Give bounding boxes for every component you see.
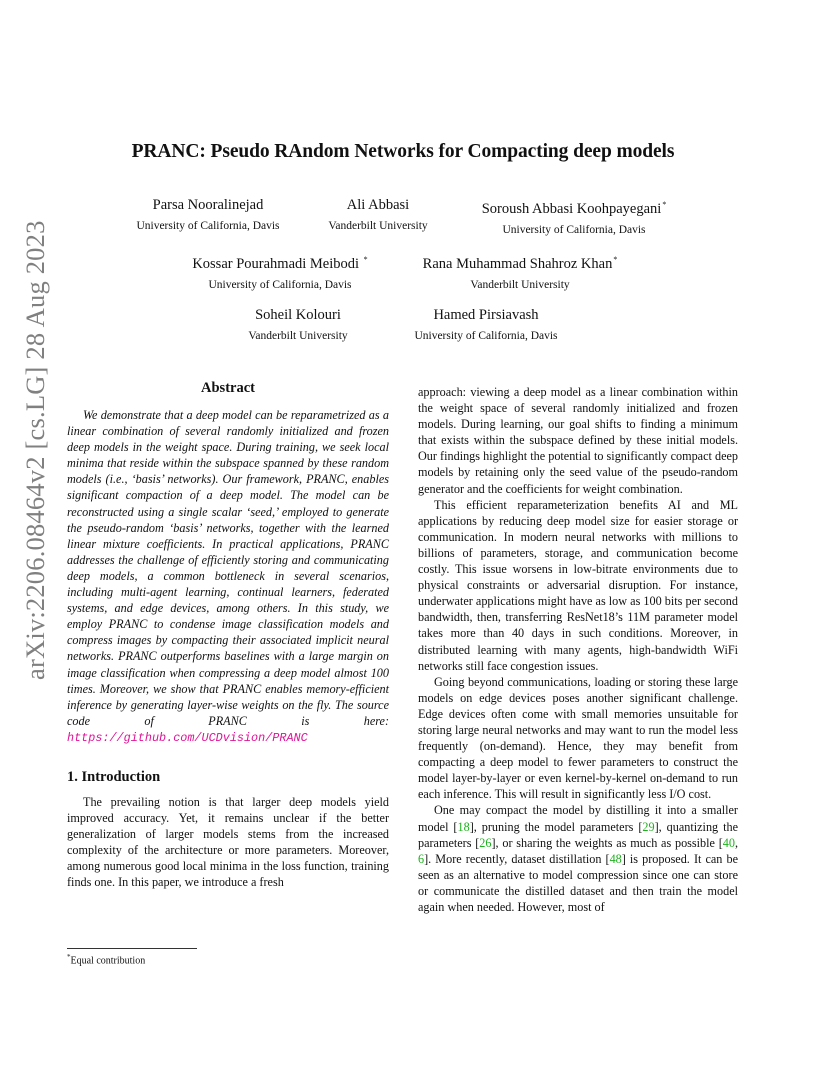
author-name: Soheil Kolouri	[255, 307, 341, 323]
author-name: Hamed Pirsiavash	[433, 307, 539, 323]
section-heading-introduction: 1. Introduction	[67, 768, 161, 785]
citation-link[interactable]: 48	[609, 851, 622, 866]
body-paragraph: This efficient reparameterization benefits AI and ML applications by reducing deep model size for easier storage or communication. In modern neural networks with millions to billions of parameters, storage, and communication become costly. This issue worsens in low-bitrate environments due to physical constraints or adversarial disruption. For instance, underwater applications might have as low as 100 bits per second bandwidth, then, transferring ResNet18’s 11M parameter model takes more than 40 days in such conditions. Moreover, in distributed learning with many agents, high-bandwidth WiFi networks still face congestion issues.	[418, 497, 738, 673]
author-name: Parsa Nooralinejad	[152, 197, 264, 213]
author-affiliation: University of California, Davis	[136, 220, 280, 232]
author-block	[468, 196, 680, 238]
footnote-divider	[67, 948, 197, 949]
body-paragraph: approach: viewing a deep model as a linear combination within the weight space of several randomly initialized and frozen models. During learning, our goal shifts to finding a minimum that exists within the subspace defined by these initial models. Our findings highlight the potential to significantly compact deep models by retaining only the seed value of the pseudo-random generator and the coefficients for weight combination.	[418, 385, 738, 496]
author-name: Ali Abbasi	[346, 197, 410, 213]
equal-contribution-mark: *	[363, 255, 368, 264]
author-name: Kossar Pourahmadi Meibodi *	[192, 255, 368, 272]
author-affiliation: Vanderbilt University	[248, 330, 348, 342]
citation-link[interactable]: 40	[722, 835, 735, 850]
author-block	[322, 196, 434, 234]
citation-link[interactable]: 6	[418, 851, 425, 866]
author-block	[408, 251, 632, 293]
footnote-text: Equal contribution	[70, 955, 146, 967]
author-name: Soroush Abbasi Koohpayegani*	[481, 200, 667, 217]
abstract-text: We demonstrate that a deep model can be reparametrized as a linear combination of several randomly initialized and frozen deep models in the weight space. During training, we seek local minima that reside within the subspace spanned by these random models (i.e., ‘basis’ networks). Our framework, PRANC, enables significant compaction of a deep model. The model can be reconstructed using a single scalar ‘seed,’ employed to generate the pseudo-random ‘basis’ networks, together with the learned linear mixture coefficients. In practical applications, PRANC addresses the challenge of efficiently storing and communicating deep models, a common bottleneck in several scenarios, including multi-agent learning, continual learners, federated systems, and edge devices, among others. In this study, we employ PRANC to condense image classification models and compress images by compacting their associated implicit neural networks. PRANC outperforms baselines with a large margin on image classification when compressing a deep model almost 100 times. Moreover, we show that PRANC enables memory-efficient inference by generating layer-wise weights on the fly. The source code of PRANC is here: https://github.com/UCDvision/PRANC	[67, 408, 389, 745]
paper-title: PRANC: Pseudo RAndom Networks for Compacting deep models	[131, 141, 675, 162]
arxiv-identifier: arXiv:2206.08464v2 [cs.LG] 28 Aug 2023	[20, 220, 50, 680]
citation-link[interactable]: 26	[479, 835, 492, 850]
right-column	[418, 384, 738, 915]
body-paragraph: One may compact the model by distilling it into a smaller model [18], pruning the model parameters [29], quantizing the parameters [26], or sharing the weights as much as possible [40, 6]. More recently, dataset distillation [48] is proposed. It can be seen as an alternative to model compression since one can store or communicate the distilled dataset and then train the model again when needed. However, most of	[418, 803, 738, 914]
author-block	[180, 251, 380, 293]
author-affiliation: Vanderbilt University	[470, 278, 570, 291]
footnote	[67, 951, 145, 967]
citation-link[interactable]: 29	[642, 819, 655, 834]
left-column	[67, 378, 389, 891]
author-block	[136, 196, 280, 234]
body-paragraph: Going beyond communications, loading or storing these large models on edge devices poses another significant challenge. Edge devices often come with small memories unsuitable for storing large neural networks and may want to run the model less frequently (on-demand). Hence, they may benefit from compacting a deep model to fewer parameters to construct the model layer-by-layer or even kernel-by-kernel on-demand to run each inference. This will result in significantly less I/O cost.	[418, 674, 738, 802]
author-affiliation: Vanderbilt University	[328, 220, 428, 232]
author-affiliation: University of California, Davis	[208, 278, 352, 291]
citation-link[interactable]: 18	[457, 819, 470, 834]
author-block	[407, 306, 565, 344]
author-block	[240, 306, 356, 344]
intro-paragraph: The prevailing notion is that larger deep models yield improved accuracy. Yet, it remains unclear if the better generalization of larger models stems from the increased complexity of the architecture or more parameters. Moreover, among numerous good local minima in the loss function, training finds one. In this paper, we introduce a fresh	[67, 794, 389, 890]
author-affiliation: University of California, Davis	[502, 223, 646, 236]
footnote-mark: *	[67, 953, 71, 961]
source-code-link[interactable]: https://github.com/UCDvision/PRANC	[67, 730, 308, 745]
author-affiliation: University of California, Davis	[414, 330, 558, 342]
equal-contribution-mark: *	[613, 255, 618, 264]
author-name: Rana Muhammad Shahroz Khan*	[422, 255, 618, 272]
abstract-heading: Abstract	[201, 380, 255, 396]
equal-contribution-mark: *	[662, 200, 667, 209]
